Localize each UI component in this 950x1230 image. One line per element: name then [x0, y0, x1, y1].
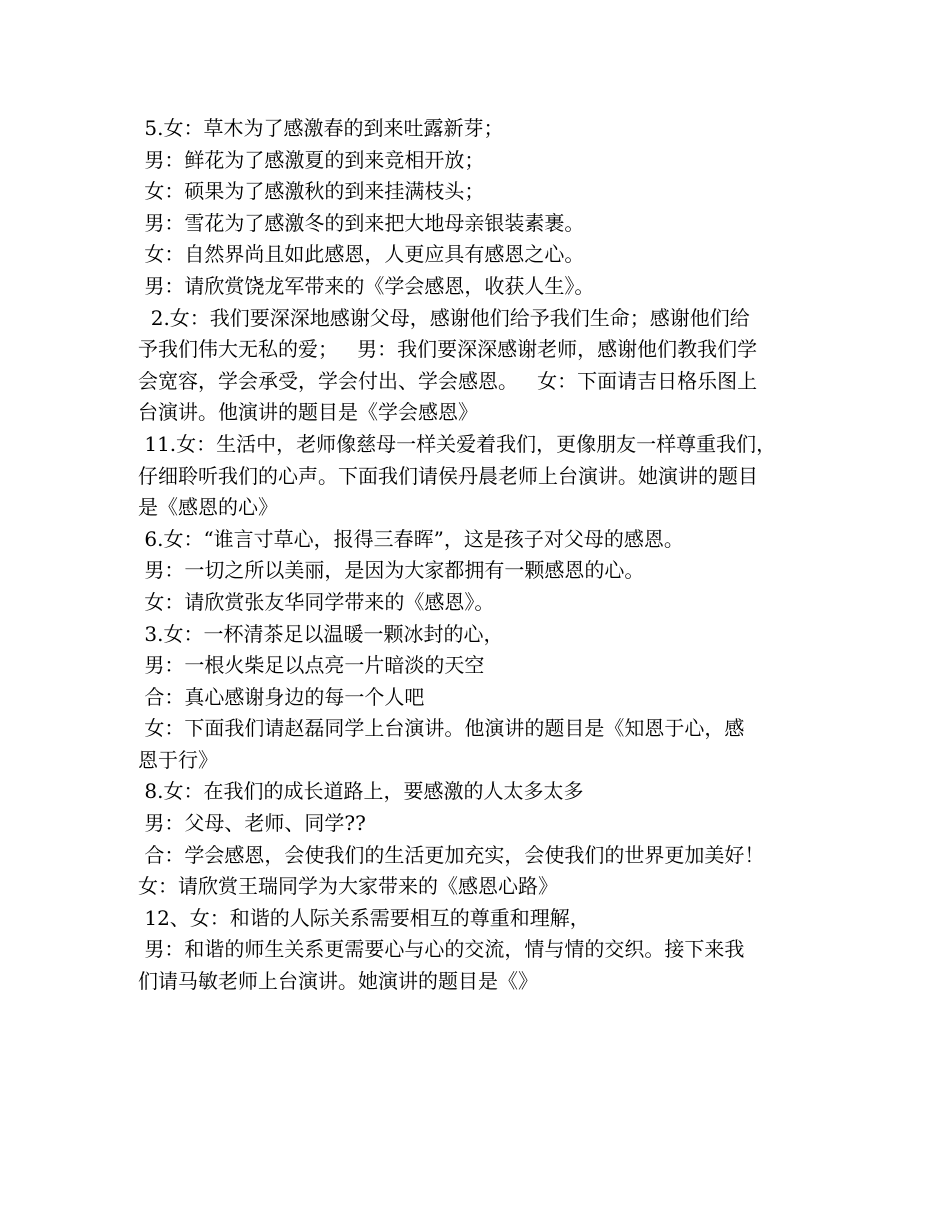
text-line: 男：请欣赏饶龙军带来的《学会感恩，收获人生》。 — [138, 273, 595, 298]
text-line: 男：雪花为了感激冬的到来把大地母亲银装素裹。 — [138, 210, 585, 235]
text-line: 3.女：一杯清茶足以温暖一颗冰封的心， — [138, 621, 504, 646]
text-line: 合：学会感恩，会使我们的生活更加充实，会使我们的世界更加美好！ — [138, 842, 765, 867]
document-body — [138, 113, 828, 998]
text-line: 12、女：和谐的人际关系需要相互的尊重和理解， — [138, 905, 590, 930]
text-line: 6.女：“谁言寸草心，报得三春晖”，这是孩子对父母的感恩。 — [138, 526, 684, 551]
text-line: 女：下面我们请赵磊同学上台演讲。他演讲的题目是《知恩于心，感 — [138, 716, 745, 741]
text-line: 女：请欣赏王瑞同学为大家带来的《感恩心路》 — [138, 874, 558, 899]
text-line: 女：自然界尚且如此感恩，人更应具有感恩之心。 — [138, 242, 585, 267]
text-line: 2.女：我们要深深地感谢父母，感谢他们给予我们生命；感谢他们给 — [138, 305, 750, 330]
text-line: 女：请欣赏张友华同学带来的《感恩》。 — [138, 589, 495, 614]
text-line: 仔细聆听我们的心声。下面我们请侯丹晨老师上台演讲。她演讲的题目 — [138, 463, 758, 488]
text-line: 们请马敏老师上台演讲。她演讲的题目是《》 — [138, 969, 538, 994]
text-line: 男：父母、老师、同学?? — [138, 811, 366, 836]
text-line: 男：一根火柴足以点亮一片暗淡的天空 — [138, 653, 485, 678]
text-line: 男：和谐的师生关系更需要心与心的交流，情与情的交织。接下来我 — [138, 937, 745, 962]
text-line: 男：一切之所以美丽，是因为大家都拥有一颗感恩的心。 — [138, 558, 645, 583]
text-line: 会宽容，学会承受，学会付出、学会感恩。 女：下面请吉日格乐图上 — [138, 368, 758, 393]
text-line: 合：真心感谢身边的每一个人吧 — [138, 684, 425, 709]
text-line: 5.女：草木为了感激春的到来吐露新芽； — [138, 116, 504, 140]
text-line: 是《感恩的心》 — [138, 495, 278, 520]
text-line: 11.女：生活中，老师像慈母一样关爱着我们，更像朋友一样尊重我们， — [138, 431, 777, 456]
text-line: 男：鲜花为了感激夏的到来竞相开放； — [138, 147, 485, 172]
text-line: 恩于行》 — [138, 747, 218, 772]
text-line: 8.女：在我们的成长道路上，要感激的人太多太多 — [138, 779, 584, 804]
text-line: 台演讲。他演讲的题目是《学会感恩》 — [138, 400, 478, 425]
text-line: 予我们伟大无私的爱； 男：我们要深深感谢老师，感谢他们教我们学 — [138, 337, 758, 362]
text-line: 女：硕果为了感激秋的到来挂满枝头； — [138, 179, 485, 204]
